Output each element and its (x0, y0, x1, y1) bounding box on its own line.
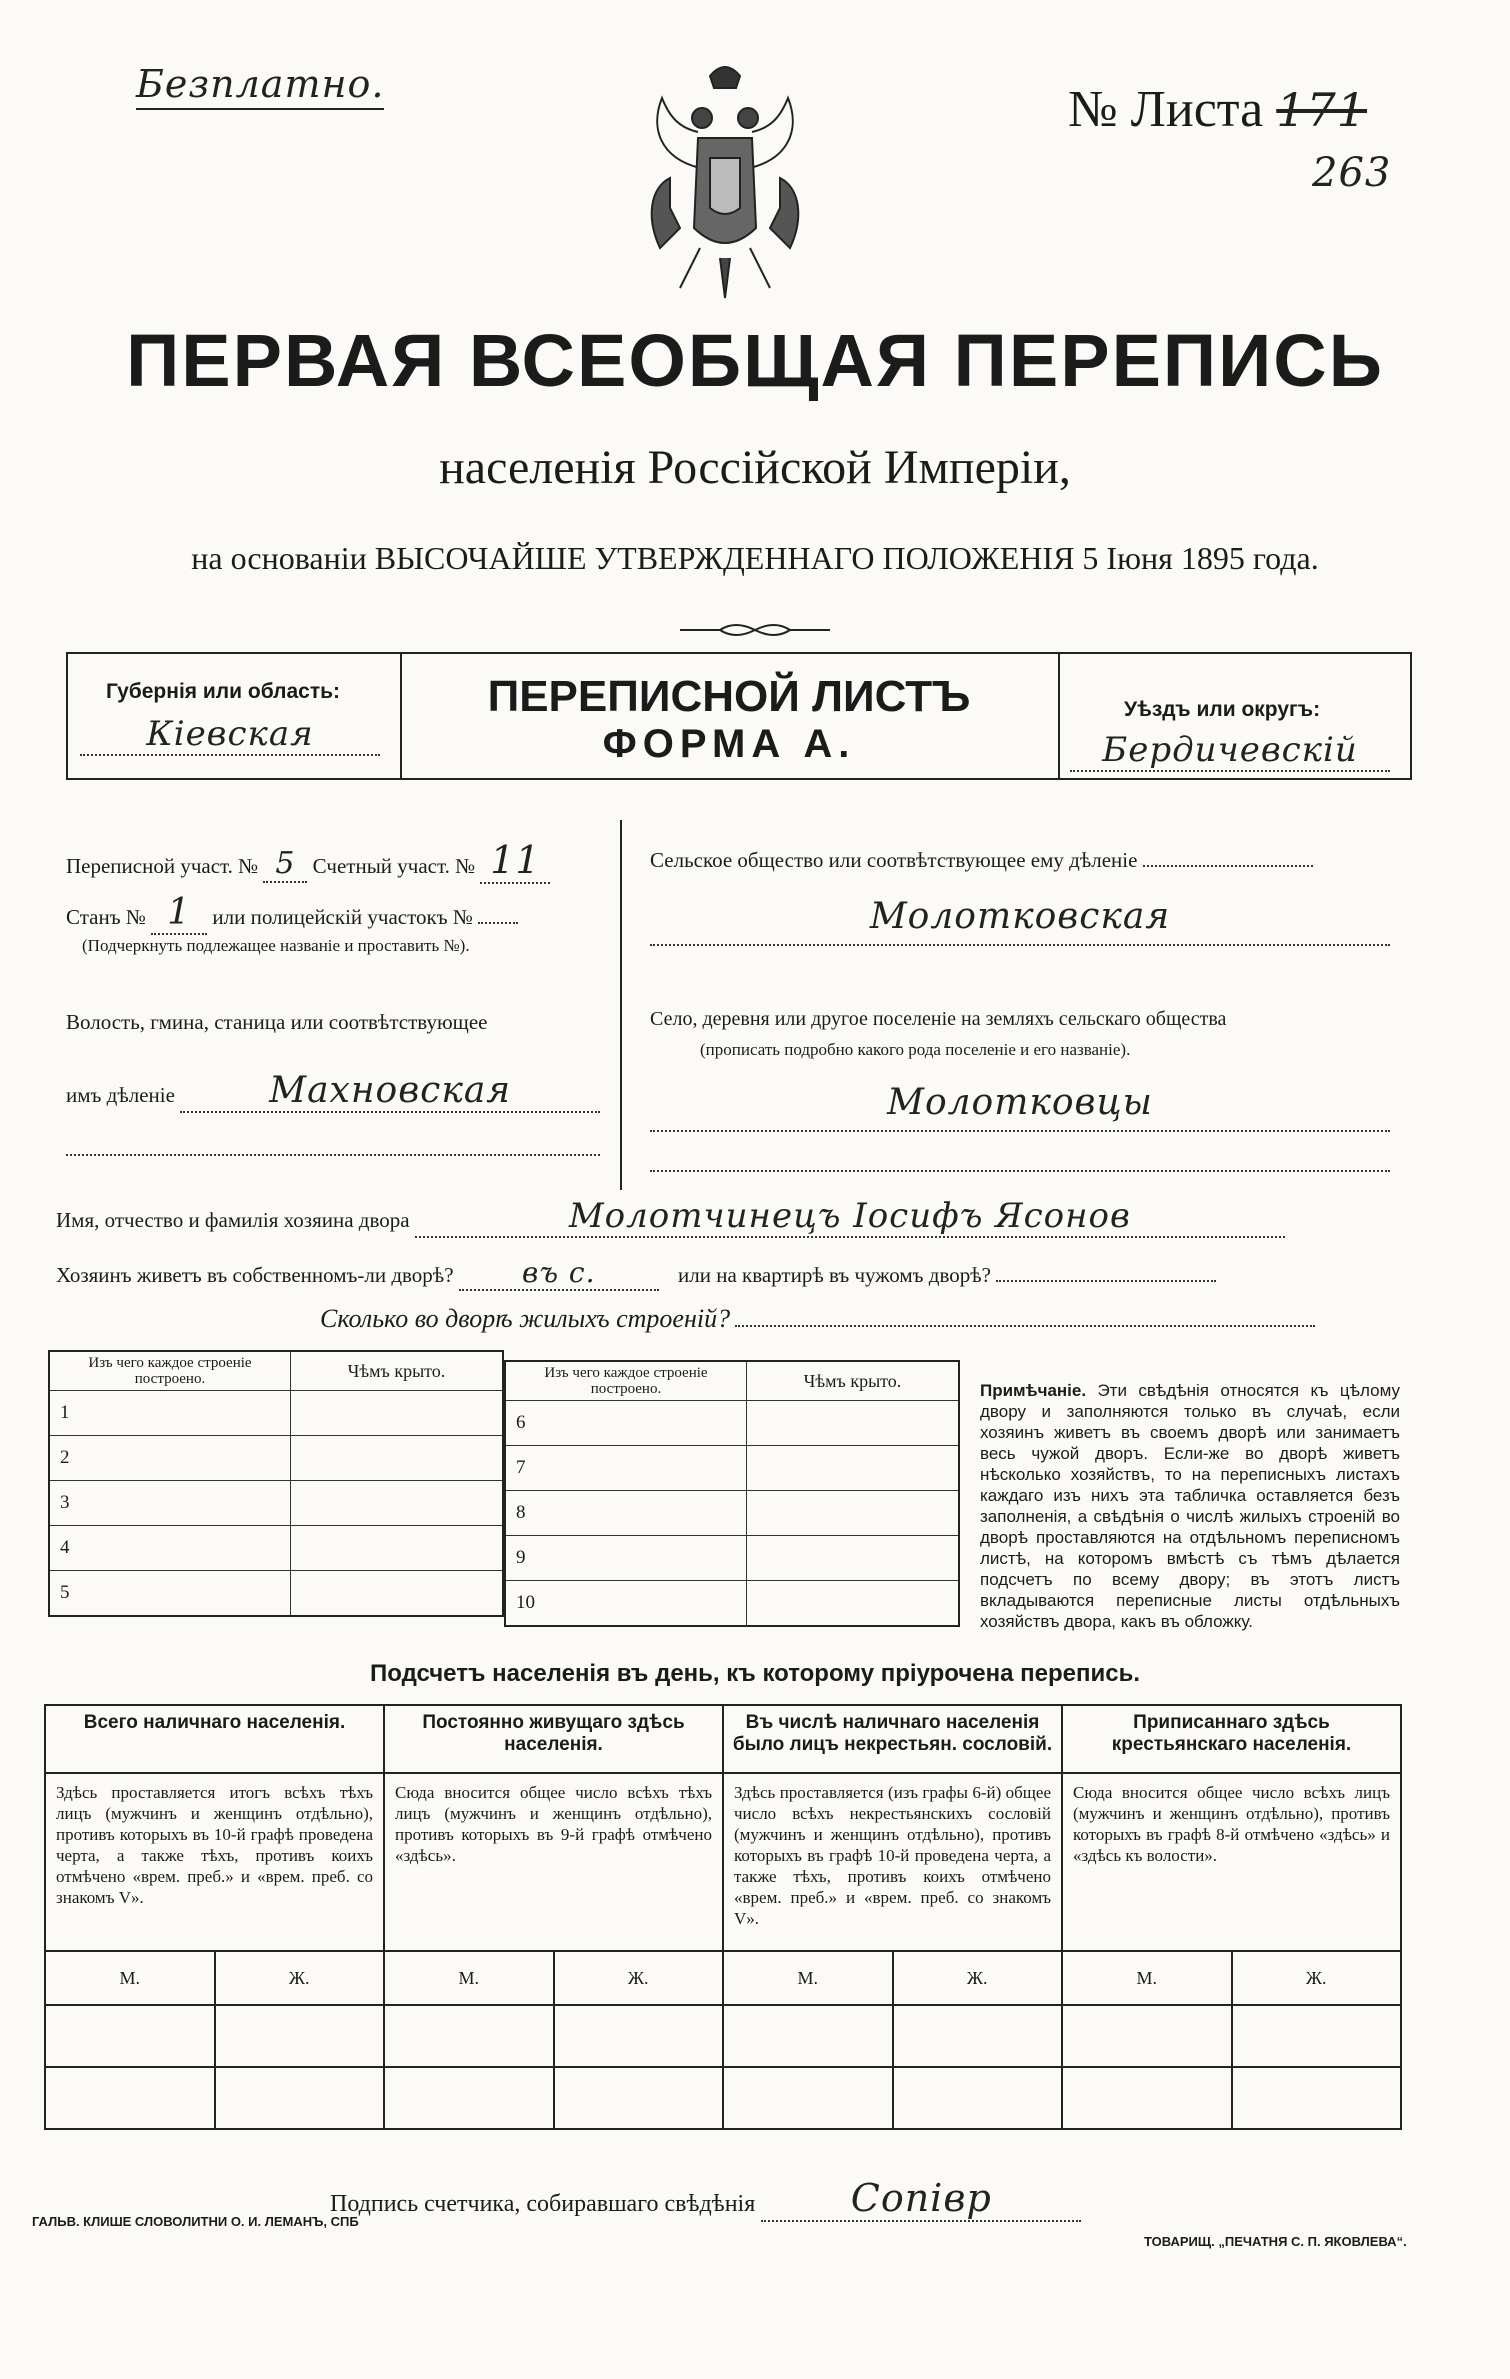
buildings-table-right: Изъ чего каждое строеніе построено. Чѣмъ крыто. 6 7 8 9 10 (504, 1360, 960, 1627)
census-subtitle: населенія Россійской Имперіи, (439, 441, 1071, 494)
pop-header-total: Всего наличнаго населенія. (45, 1705, 384, 1773)
village-extra-line[interactable] (650, 1146, 1390, 1172)
count-section-field[interactable]: 11 (480, 838, 550, 884)
pop-header-permanent: Постоянно живущаго здѣсь населенія. (384, 1705, 723, 1773)
table-row[interactable] (45, 2067, 1401, 2129)
signature-row: Подпись счетчика, собиравшаго свѣдѣнія Сопівр (330, 2176, 1081, 2222)
province-label: Губернія или область: (106, 680, 341, 703)
pop-desc-non-peasant: Здѣсь проставляется (изъ графы 6-й) общее число всѣхъ некрестьянскихъ сословій (мужчинъ и женщинъ отдѣльно), противъ которыхъ въ графѣ 10-й проведена черта, а также тѣхъ, противъ коихъ отмѣчено «врем. преб.» и «врем. преб. со знакомъ V». (723, 1773, 1062, 1951)
census-title: ПЕРВАЯ ВСЕОБЩАЯ ПЕРЕПИСЬ (126, 319, 1384, 402)
free-label: Безплатно. (136, 62, 384, 110)
village-note: (прописать подробно какого рода поселеніе и его названіе). (700, 1040, 1131, 1059)
population-table: Всего наличнаго населенія. Постоянно живущаго здѣсь населенія. Въ числѣ наличнаго населенія было лицъ некрестьян. сословій. Приписаннаго здѣсь крестьянскаго населенія. Здѣсь проставляется итогъ всѣхъ тѣхъ лицъ (мужчинъ и женщинъ отдѣльно), противъ которыхъ въ 10-й графѣ проведена черта, а также тѣхъ, противъ коихъ отмѣчено «врем. преб.» и «врем. преб. со знакомъ V». Сюда вносится общее число всѣхъ тѣхъ лицъ (мужчинъ и женщинъ отдѣльно), противъ которыхъ въ 9-й графѣ отмѣчено «здѣсь». Здѣсь проставляется (изъ графы 6-й) общее число всѣхъ некрестьянскихъ сословій (мужчинъ и женщинъ отдѣльно), противъ которыхъ въ графѣ 10-й проведена черта, а также тѣхъ, противъ коихъ отмѣчено «врем. преб.» и «врем. преб. со знакомъ V». Сюда вносится общее число всѣхъ лицъ (мужчинъ и женщинъ отдѣльно), противъ которыхъ въ графѣ 8-й отмѣчено «здѣсь» и «здѣсь къ волости». М. Ж. М. Ж. М. Ж. М. Ж. (44, 1704, 1402, 2130)
district-field[interactable]: Бердичевскій (1070, 730, 1390, 772)
sheet-number-label: № Листа (1068, 81, 1264, 138)
society-field[interactable]: Молотковская (650, 896, 1390, 946)
district-label: Уѣздъ или округъ: (1124, 698, 1321, 721)
stan-row: Станъ № 1 или полицейскій участокъ № (66, 892, 518, 935)
volost-label: Волость, гмина, станица или соотвѣтствующее (66, 1010, 488, 1034)
note-text: Эти свѣдѣнія относятся къ цѣлому двору и заполняются только въ случаѣ, если хозяинъ живетъ въ своемъ дворѣ или занимаетъ весь чужой дворъ. Если-же во дворѣ живетъ нѣсколько хозяйствъ, то на переписныхъ листахъ каждаго изъ нихъ эта табличка оставляется безъ заполненія, а свѣдѣнія о числѣ жилыхъ строеній во дворѣ проставляются на отдѣльномъ переписномъ листѣ, на которомъ вмѣстѣ съ тѣмъ дѣлается подсчетъ по всему двору; въ этотъ листъ вкладываются переписные листы отдѣльныхъ хозяйствъ двора, какъ въ обложку. (980, 1381, 1400, 1631)
table-row[interactable]: 3 (49, 1481, 503, 1526)
rented-field[interactable] (996, 1280, 1216, 1282)
table-row[interactable]: 10 (505, 1581, 959, 1627)
population-title: Подсчетъ населенія въ день, къ которому пріурочена перепись. (370, 1660, 1140, 1687)
pop-header-non-peasant: Въ числѣ наличнаго населенія было лицъ некрестьян. сословій. (723, 1705, 1062, 1773)
table-row[interactable]: 5 (49, 1571, 503, 1617)
volost-field[interactable]: Махновская (180, 1070, 600, 1113)
signature-field[interactable]: Сопівр (761, 2176, 1081, 2222)
double-headed-eagle-emblem (640, 58, 810, 308)
buildings-row: Сколько во дворѣ жилыхъ строеній? (320, 1304, 1315, 1334)
table-row[interactable]: 6 (505, 1401, 959, 1446)
owner-name-field[interactable]: Молотчинецъ Іосифъ Ясонов (415, 1196, 1285, 1238)
printer-left: ГАЛЬВ. КЛИШЕ СЛОВОЛИТНИ О. И. ЛЕМАНЪ, СПБ (32, 2214, 359, 2229)
pop-header-registered: Приписаннаго здѣсь крестьянскаго населенія. (1062, 1705, 1401, 1773)
own-yard-field[interactable]: въ с. (459, 1256, 659, 1291)
village-label: Село, деревня или другое поселеніе на земляхъ сельскаго общества (650, 1008, 1227, 1030)
sheet-number (1068, 80, 1367, 139)
printer-right: ТОВАРИЩ. „ПЕЧАТНЯ С. П. ЯКОВЛЕВА“. (1144, 2234, 1407, 2249)
table-row[interactable]: 9 (505, 1536, 959, 1581)
owner-yard-row: Хозяинъ живетъ въ собственномъ-ли дворѣ? въ с. или на квартирѣ въ чужомъ дворѣ? (56, 1256, 1216, 1291)
table-row[interactable]: 1 (49, 1391, 503, 1436)
table-row[interactable]: 7 (505, 1446, 959, 1491)
table-row[interactable]: 8 (505, 1491, 959, 1536)
table-row[interactable] (45, 2005, 1401, 2067)
stan-field[interactable]: 1 (151, 892, 207, 935)
society-row: Сельское общество или соотвѣтствующее ему дѣленіе (650, 848, 1313, 873)
owner-name-row: Имя, отчество и фамилія хозяина двора Молотчинецъ Іосифъ Ясонов (56, 1196, 1285, 1238)
village-field[interactable]: Молотковцы (650, 1082, 1390, 1132)
province-field[interactable]: Кіевская (80, 714, 380, 756)
form-name: ФОРМА А. (602, 722, 856, 766)
pop-desc-permanent: Сюда вносится общее число всѣхъ тѣхъ лицъ (мужчинъ и женщинъ отдѣльно), противъ которыхъ въ 9-й графѣ отмѣчено «здѣсь». (384, 1773, 723, 1951)
volost-row: имъ дѣленіе Махновская (66, 1070, 600, 1113)
census-section-row: Переписной участ. № 5 Счетный участ. № 11 (66, 838, 550, 884)
census-basis: на основаніи ВЫСОЧАЙШЕ УТВЕРЖДЕННАГО ПОЛОЖЕНІЯ 5 Іюня 1895 года. (191, 540, 1319, 576)
sheet-number-value: 171 (1276, 83, 1368, 137)
buildings-field[interactable] (735, 1325, 1315, 1327)
sheet-number-handwritten: 263 (1312, 150, 1392, 196)
note-title: Примѣчаніе. (980, 1381, 1087, 1400)
ornament-divider (680, 620, 830, 640)
pop-desc-total: Здѣсь проставляется итогъ всѣхъ тѣхъ лицъ (мужчинъ и женщинъ отдѣльно), противъ которыхъ въ 10-й графѣ проведена черта, а также тѣхъ, противъ коихъ отмѣчено «врем. преб.» и «врем. преб. со знакомъ V». (45, 1773, 384, 1951)
volost-extra-line[interactable] (66, 1130, 600, 1156)
buildings-note (980, 1380, 1400, 1632)
police-note: (Подчеркнуть подлежащее названіе и проставить №). (82, 936, 470, 955)
pop-desc-registered: Сюда вносится общее число всѣхъ лицъ (мужчинъ и женщинъ отдѣльно), противъ которыхъ въ графѣ 8-й отмѣчено «здѣсь» и «здѣсь къ волости». (1062, 1773, 1401, 1951)
census-section-field[interactable]: 5 (263, 846, 307, 883)
table-row[interactable]: 2 (49, 1436, 503, 1481)
police-field[interactable] (478, 922, 518, 924)
buildings-table-left: Изъ чего каждое строеніе построено. Чѣмъ крыто. 1 2 3 4 5 (48, 1350, 504, 1617)
form-title: ПЕРЕПИСНОЙ ЛИСТЪ (487, 672, 971, 721)
table-row[interactable]: 4 (49, 1526, 503, 1571)
